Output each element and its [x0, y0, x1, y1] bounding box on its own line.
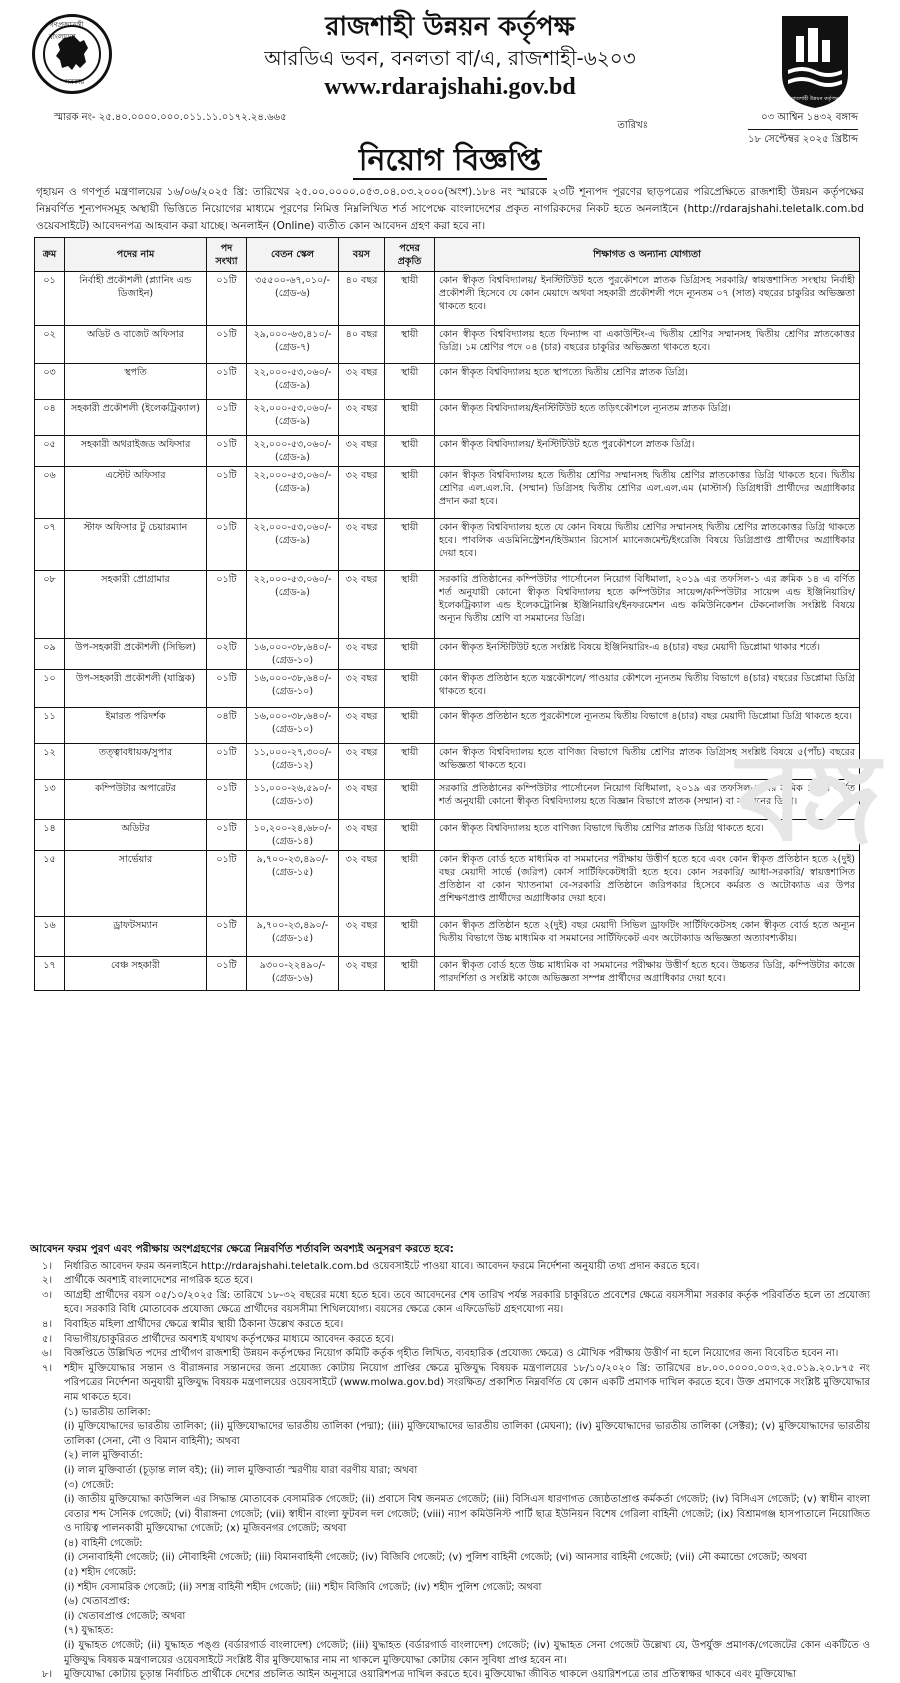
table-header-row	[35, 238, 860, 272]
serial-cell: ০৫	[35, 436, 65, 467]
instruction-item	[30, 1362, 870, 1406]
qualification-cell: কোন স্বীকৃত ইনস্টিটিউট হতে সংশ্লিষ্ট বিষয়ে ইঞ্জিনিয়ারিং-এ ৪(চার) বছর মেয়াদী ডিপ্লোমা থাকার শর্তে।	[435, 639, 860, 670]
pay-scale-cell: ৯৩০০-২২৪৯০/- (গ্রেড-১৬)	[247, 957, 339, 991]
qualification-cell: কোন স্বীকৃত বিশ্ববিদ্যালয়/ ইনস্টিটিউট হতে পুরকৌশলে স্নাতক ডিগ্রিসহ সরকারি/ স্বায়ত্তশাসিত সংস্থায় নির্বাহী প্রকৌশলী হিসেবে যে কোন মেয়াদে অথবা সহকারী প্রকৌশলী পদে ন্যূনতম ০৭ (সাত) বছরের চাকুরির অভিজ্ঞতা থাকতে হবে।	[435, 272, 860, 326]
table-row	[35, 957, 860, 991]
pay-scale-cell: ২২,০০০-৫৩,০৬০/- (গ্রেড-৯)	[247, 519, 339, 571]
date-english: ১৮ সেপ্টেম্বর ২০২৫ খ্রিষ্টাব্দ	[748, 134, 858, 145]
age-cell: ৩২ বছর	[339, 851, 385, 917]
proof-list-line: (i) জাতীয় মুক্তিযোদ্ধা কাউন্সিল এর সিদ্ধান্ত মোতাবেক বেসামরিক গেজেট; (ii) প্রবাসে বিশ্ব জনমত গেজেট; (iii) বিসিএস ধারণাগত জ্যেষ্ঠতাপ্রাপ্ত কর্মকর্তা গেজেট; (iv) বিসিএস গেজেট; (v) স্বাধীন বাংলা বেতার শব্দ সৈনিক গেজেট; (vi) বীরাঙ্গনা গেজেট; (vii) স্বাধীন বাংলা ফুটবল দল গেজেট; (viii) ন্যাপ কমিউনিস্ট পার্টি ছাত্র ইউনিয়ন বিশেষ গেরিলা বাহিনী গেজেট; (ix) বিশ্রামগঞ্জ হাসপাতালে নিয়োজিত ও দায়িত্ব পালনকারী মুক্তিযোদ্ধা গেজেট; (x) মুজিবনগর গেজেট; অথবা	[64, 1494, 870, 1535]
qualification-cell: সরকারি প্রতিষ্ঠানের কম্পিউটার পার্সোনেল নিয়োগ বিধিমালা, ২০১৯ এর তফসিল-১ এর ক্রমিক ১৮ এ বর্ণিত শর্ত অনুযায়ী কোনো স্বীকৃত বিশ্ববিদ্যালয় হতে বিজ্ঞান বিভাগে স্নাতক (সম্মান) বা সমমানের ডিগ্রি।	[435, 780, 860, 820]
nature-cell: স্থায়ী	[385, 364, 435, 400]
nature-cell: স্থায়ী	[385, 467, 435, 519]
post-name-cell: সার্ভেয়ার	[65, 851, 207, 917]
notice-title: নিয়োগ বিজ্ঞপ্তি	[0, 136, 900, 187]
post-count-cell: ০৪টি	[207, 708, 247, 744]
post-count-cell: ০১টি	[207, 917, 247, 957]
grade-label: (গ্রেড-১০)	[271, 655, 314, 666]
serial-cell: ০২	[35, 326, 65, 364]
serial-cell: ১৪	[35, 820, 65, 851]
nature-cell: স্থায়ী	[385, 519, 435, 571]
instruction-number: ১।	[41, 1260, 53, 1272]
instruction-text: নির্ধারিত আবেদন ফরম অনলাইনে http://rdarajshahi.teletalk.com.bd ওয়েবসাইটে পাওয়া যাবে। আবেদন ফরমে নির্দেশনা অনুযায়ী তথ্য প্রদান করতে হবে।	[64, 1260, 700, 1272]
qualification-cell: কোন স্বীকৃত বোর্ড হতে উচ্চ মাধ্যমিক বা সমমানের পরীক্ষায় উত্তীর্ণ হতে হবে। উচ্চতর ডিগ্রি, কম্পিউটার কাজে পারদর্শিতা ও সংশ্লিষ্ট কাজে অভিজ্ঞতা সম্পন্ন প্রার্থীদের অগ্রাধিকার দেয়া হবে।	[435, 957, 860, 991]
post-name-cell: সহকারী প্রকৌশলী (ইলেকট্রিক্যাল)	[65, 400, 207, 436]
post-count-cell: ০১টি	[207, 957, 247, 991]
post-name-cell: উপ-সহকারী প্রকৌশলী (সিভিল)	[65, 639, 207, 670]
nature-cell: স্থায়ী	[385, 400, 435, 436]
grade-label: (গ্রেড-৯)	[275, 483, 310, 494]
table-row	[35, 519, 860, 571]
post-count-cell: ০১টি	[207, 744, 247, 780]
nature-cell: স্থায়ী	[385, 326, 435, 364]
instruction-text: বিভাগীয়/চাকুরিরত প্রার্থীদের অবশ্যই যথাযথ কর্তৃপক্ষের মাধ্যমে আবেদন করতে হবে।	[64, 1333, 394, 1345]
table-row	[35, 639, 860, 670]
proof-list-line: (৭) যুদ্ধাহত:	[64, 1625, 114, 1637]
post-name-cell: ইমারত পরিদর্শক	[65, 708, 207, 744]
age-cell: ৩২ বছর	[339, 708, 385, 744]
age-cell: ৩২ বছর	[339, 364, 385, 400]
instruction-item	[30, 1347, 870, 1362]
nature-cell: স্থায়ী	[385, 272, 435, 326]
age-cell: ৩২ বছর	[339, 467, 385, 519]
logo-caption: রাজশাহী উন্নয়ন কর্তৃপক্ষ	[791, 96, 839, 102]
table-row	[35, 436, 860, 467]
instruction-item	[30, 1289, 870, 1318]
serial-cell: ১১	[35, 708, 65, 744]
letterhead	[10, 0, 890, 145]
instruction-number: ৬।	[41, 1348, 53, 1360]
nature-cell: স্থায়ী	[385, 639, 435, 670]
pay-scale-cell: ২২,০০০-৫৩,০৬০/- (গ্রেড-৯)	[247, 400, 339, 436]
intro-paragraph: গৃহায়ন ও গণপূর্ত মন্ত্রণালয়ের ১৬/০৬/২০২৫ খ্রি: তারিখের ২৫.০০.০০০০.০৫৩.০৪.০৩.২০০০(অংশ).১৮৪ নং স্মারকে ২৩টি শূন্যপদ পূরণের ছাড়পত্রের পরিপ্রেক্ষিতে রাজশাহী উন্নয়ন কর্তৃপক্ষের নিম্নবর্ণিত শূন্যপদসমূহ অস্থায়ী ভিত্তিতে নিয়োগের মাধ্যমে পূরণের নিমিত্ত নিম্নলিখিত শর্ত সাপেক্ষে বাংলাদেশের প্রকৃত নাগরিকদের নিকট হতে অনলাইনে (http://rdarajshahi.teletalk.com.bd ওয়েবসাইটে) আবেদনপত্র আহবান করা যাচ্ছে। অনলাইন (Online) ব্যতীত কোন আবেদন গ্রহণ করা হবে না।	[36, 186, 864, 232]
nature-cell: স্থায়ী	[385, 436, 435, 467]
instruction-text: মুক্তিযোদ্ধা কোটায় চূড়ান্ত নির্বাচিত প্রার্থীকে দেশের প্রচলিত আইন অনুসারে ওয়ারিশপত্র দাখিল করতে হবে। মুক্তিযোদ্ধা জীবিত থাকলে ওয়ারিশপত্রে তার প্রতিস্বাক্ষর থাকবে এবং মুক্তিযোদ্ধা	[64, 1669, 797, 1681]
age-cell: ৩২ বছর	[339, 400, 385, 436]
age-cell: ৩২ বছর	[339, 744, 385, 780]
column-header: পদের প্রকৃতি	[385, 238, 435, 272]
proof-list-line: (২) লাল মুক্তিবার্তা:	[64, 1450, 143, 1462]
proof-list-line: (৩) গেজেট:	[64, 1479, 114, 1491]
organization-address: আরডিএ ভবন, বনলতা বা/এ, রাজশাহী-৬২০৩	[264, 46, 636, 70]
instruction-item	[30, 1333, 870, 1348]
instruction-text: বিবাহিত মহিলা প্রার্থীদের ক্ষেত্রে স্বামীর স্থায়ী ঠিকানা উল্লেখ করতে হবে।	[64, 1318, 344, 1330]
post-name-cell: সহকারী অথরাইজড অফিসার	[65, 436, 207, 467]
table-row	[35, 708, 860, 744]
instructions-heading: আবেদন ফরম পুরণ এবং পরীক্ষায় অংশগ্রহণের ক্ষেত্রে নিম্নবর্ণিত শর্তাবলি অবশ্যই অনুসরণ করতে হবে:	[30, 1243, 454, 1255]
post-count-cell: ০১টি	[207, 436, 247, 467]
age-cell: ৩২ বছর	[339, 957, 385, 991]
post-count-cell: ০১টি	[207, 400, 247, 436]
date-bangla: ০৩ আশ্বিন ১৪৩২ বঙ্গাব্দ	[748, 110, 858, 130]
serial-cell: ১৬	[35, 917, 65, 957]
watermark-text: বঙ্গ	[737, 729, 876, 868]
age-cell: ৩২ বছর	[339, 917, 385, 957]
serial-cell: ০১	[35, 272, 65, 326]
post-name-cell: এস্টেট অফিসার	[65, 467, 207, 519]
grade-label: (গ্রেড-১০)	[271, 686, 314, 697]
nature-cell: স্থায়ী	[385, 670, 435, 708]
table-row	[35, 326, 860, 364]
grade-label: (গ্রেড-৯)	[275, 452, 310, 463]
proof-list-line: (i) মুক্তিযোদ্ধাদের ভারতীয় তালিকা; (ii) মুক্তিযোদ্ধাদের ভারতীয় তালিকা (পদ্মা); (iii) মুক্তিযোদ্ধাদের ভারতীয় তালিকা (মেঘনা); (iv) মুক্তিযোদ্ধাদের ভারতীয় তালিকা (সেক্টর); (v) মুক্তিযোদ্ধাদের ভারতীয় তালিকা (সেনা, নৌ ও বিমান বাহিনী); অথবা	[64, 1421, 870, 1447]
nature-cell: স্থায়ী	[385, 957, 435, 991]
pay-scale-cell: ১৬,০০০-৩৮,৬৪০/- (গ্রেড-১০)	[247, 708, 339, 744]
table-row	[35, 820, 860, 851]
post-name-cell: ড্রাফটসম্যান	[65, 917, 207, 957]
table-row	[35, 744, 860, 780]
age-cell: ৪০ বছর	[339, 272, 385, 326]
grade-label: (গ্রেড-৯)	[275, 587, 310, 598]
table-row	[35, 851, 860, 917]
pay-scale-cell: ২২,০০০-৫৩,০৬০/- (গ্রেড-৯)	[247, 436, 339, 467]
table-row	[35, 272, 860, 326]
post-count-cell: ০১টি	[207, 326, 247, 364]
age-cell: ৩২ বছর	[339, 820, 385, 851]
serial-cell: ১০	[35, 670, 65, 708]
serial-cell: ১৫	[35, 851, 65, 917]
table-row	[35, 467, 860, 519]
qualification-cell: কোন স্বীকৃত বিশ্ববিদ্যালয়/ ইনস্টিটিউট হতে পুরকৌশলে স্নাতক ডিগ্রি।	[435, 436, 860, 467]
pay-scale-cell: ১১,০০০-২৭,৩০০/- (গ্রেড-১২)	[247, 744, 339, 780]
qualification-cell: কোন স্বীকৃত বিশ্ববিদ্যালয় হতে বাণিজ্য বিভাগে দ্বিতীয় শ্রেণির স্নাতক ডিগ্রি থাকতে হবে।	[435, 820, 860, 851]
grade-label: (গ্রেড-১৫)	[271, 933, 314, 944]
pay-scale-cell: ১১,০০০-২৬,৫৯০/- (গ্রেড-১৩)	[247, 780, 339, 820]
pay-scale-cell: ১৬,০০০-৩৮,৬৪০/- (গ্রেড-১০)	[247, 639, 339, 670]
serial-cell: ১২	[35, 744, 65, 780]
age-cell: ৪০ বছর	[339, 326, 385, 364]
grade-label: (গ্রেড-১২)	[271, 760, 314, 771]
pay-scale-cell: ২৯,০০০-৬৩,৪১০/- (গ্রেড-৭)	[247, 326, 339, 364]
column-header: ক্রম	[35, 238, 65, 272]
proof-list-line: (i) লাল মুক্তিবার্তা (চূড়ান্ত লাল বই); (ii) লাল মুক্তিবার্তা স্মরণীয় যারা বরণীয় যারা; অথবা	[64, 1464, 418, 1476]
grade-label: (গ্রেড-৯)	[275, 535, 310, 546]
vacancy-table	[34, 237, 860, 991]
nature-cell: স্থায়ী	[385, 917, 435, 957]
post-count-cell: ০১টি	[207, 670, 247, 708]
instruction-text: প্রার্থীকে অবশ্যই বাংলাদেশের নাগরিক হতে হবে।	[64, 1275, 253, 1287]
application-instructions	[30, 1242, 870, 1683]
instruction-number: ৩।	[41, 1289, 53, 1301]
instruction-text: শহীদ মুক্তিযোদ্ধার সন্তান ও বীরাঙ্গনার সন্তানদের জন্য প্রযোজ্য কোটায় নিয়োগ প্রাপ্তির ক্ষেত্রে মুক্তিযুদ্ধ বিষয়ক মন্ত্রণালয়ের ১৮/১০/২০২০ খ্রি: তারিখের ৪৮.০০.০০০০.০০৩.২৫.০১৯.২০.৮৭৫ নং পরিপত্রের নির্দেশনা অনুযায়ী মুক্তিযুদ্ধ বিষয়ক মন্ত্রণালয়ের ওয়েবসাইটে (www.molwa.gov.bd) সংরক্ষিত/ প্রকাশিত নিম্নবর্ণিত যে কোন একটি প্রমাণক দাখিল করতে হবে। উক্ত প্রমাণকে সংশ্লিষ্ট মুক্তিযোদ্ধার নাম থাকতে হবে।	[64, 1362, 870, 1403]
grade-label: (গ্রেড-১৩)	[271, 796, 314, 807]
proof-list-line: (i) শহীদ বেসামরিক গেজেট; (ii) সশস্ত্র বাহিনী শহীদ গেজেট; (iii) শহীদ বিজিবি গেজেট; (iv) শহীদ পুলিশ গেজেট; অথবা	[64, 1581, 542, 1593]
memo-number: স্মারক নং- ২৫.৪০.০০০০.০০০.০১১.১১.০১৭২.২৪.৬৬৫	[54, 112, 287, 123]
proof-list-line: (i) সেনাবাহিনী গেজেট; (ii) নৌবাহিনী গেজেট; (iii) বিমানবাহিনী গেজেট; (iv) বিজিবি গেজেট; (v) পুলিশ বাহিনী গেজেট; (vi) আনসার বাহিনী গেজেট; (vii) নৌ কমান্ডো গেজেট; অথবা	[64, 1552, 807, 1564]
column-header: বেতন স্কেল	[247, 238, 339, 272]
proof-list-line: (৫) শহীদ গেজেট:	[64, 1567, 137, 1579]
organization-name: রাজশাহী উন্নয়ন কর্তৃপক্ষ	[325, 12, 575, 42]
rda-logo	[778, 14, 852, 110]
nature-cell: স্থায়ী	[385, 851, 435, 917]
post-count-cell: ০১টি	[207, 780, 247, 820]
table-row	[35, 780, 860, 820]
serial-cell: ০৭	[35, 519, 65, 571]
post-name-cell: তত্ত্বাবধায়ক/সুপার	[65, 744, 207, 780]
qualification-cell: কোন স্বীকৃত বিশ্ববিদ্যালয় হতে দ্বিতীয় শ্রেণির সম্মানসহ দ্বিতীয় শ্রেণির স্নাতকোত্তর ডিগ্রি থাকতে হবে। দ্বিতীয় শ্রেণির এল.এল.বি. (সম্মান) ডিগ্রিসহ দ্বিতীয় শ্রেণির এল.এল.এম (মাস্টার্স) ডিগ্রিধারী প্রার্থীদের অগ্রাধিকার প্রদান করা হবে।	[435, 467, 860, 519]
pay-scale-cell: ১০,২০০-২৪,৬৮০/- (গ্রেড-১৪)	[247, 820, 339, 851]
post-count-cell: ০১টি	[207, 820, 247, 851]
grade-label: (গ্রেড-১৫)	[271, 867, 314, 878]
qualification-cell: কোন স্বীকৃত প্রতিষ্ঠান হতে ২(দুই) বছর মেয়াদী সিভিল ড্রাফটিং সার্টিফিকেটসহ কোন স্বীকৃত বোর্ড হতে অন্যূন দ্বিতীয় বিভাগে উচ্চ মাধ্যমিক বা সমমানের সার্টিফিকেট এবং অটোক্যাড অভিজ্ঞতা অত্যাবশ্যকীয়।	[435, 917, 860, 957]
grade-label: (গ্রেড-৬)	[275, 288, 310, 299]
qualification-cell: কোন স্বীকৃত প্রতিষ্ঠান হতে যন্ত্রকৌশলে/ পাওয়ার কৌশলে ন্যূনতম দ্বিতীয় বিভাগে ৪(চার) বছরের ডিপ্লোমা ডিগ্রি থাকতে হবে।	[435, 670, 860, 708]
grade-label: (গ্রেড-৭)	[275, 342, 310, 353]
column-header: পদ সংখ্যা	[207, 238, 247, 272]
table-row	[35, 400, 860, 436]
serial-cell: ১৩	[35, 780, 65, 820]
column-header: বয়স	[339, 238, 385, 272]
age-cell: ৩২ বছর	[339, 670, 385, 708]
pay-scale-cell: ১৬,০০০-৩৮,৬৪০/- (গ্রেড-১০)	[247, 670, 339, 708]
pay-scale-cell: ৩৫৫০০-৬৭,০১০/- (গ্রেড-৬)	[247, 272, 339, 326]
instruction-item	[30, 1260, 870, 1275]
grade-label: (গ্রেড-১৬)	[271, 973, 314, 984]
serial-cell: ১৭	[35, 957, 65, 991]
table-body	[35, 272, 860, 991]
age-cell: ৩২ বছর	[339, 519, 385, 571]
instruction-item	[30, 1318, 870, 1333]
table-row	[35, 670, 860, 708]
instruction-text: বিজ্ঞপ্তিতে উল্লিখিত পদের প্রার্থীগণ রাজশাহী উন্নয়ন কর্তৃপক্ষের নিয়োগ কমিটি কর্তৃক গৃহীত লিখিত, ব্যবহারিক (প্রযোজ্য ক্ষেত্রে) ও মৌখিক পরীক্ষায় উত্তীর্ণ না হলে নিয়োগের জন্য বিবেচিত হবেন না।	[64, 1348, 839, 1360]
instruction-number: ৮।	[41, 1669, 53, 1681]
instruction-number: ৫।	[41, 1333, 53, 1345]
age-cell: ৩২ বছর	[339, 436, 385, 467]
post-count-cell: ০১টি	[207, 571, 247, 639]
pay-scale-cell: ২২,০০০-৫৩,০৬০/- (গ্রেড-৯)	[247, 467, 339, 519]
instruction-number: ২।	[41, 1275, 53, 1287]
nature-cell: স্থায়ী	[385, 708, 435, 744]
post-name-cell: নির্বাহী প্রকৌশলী (প্ল্যানিং এন্ড ডিজাইন)	[65, 272, 207, 326]
proof-list-line: (১) ভারতীয় তালিকা:	[64, 1406, 151, 1418]
instruction-number: ৪।	[41, 1318, 53, 1330]
table-row	[35, 364, 860, 400]
serial-cell: ০৯	[35, 639, 65, 670]
organization-website[interactable]: www.rdarajshahi.gov.bd	[324, 74, 576, 100]
serial-cell: ০৬	[35, 467, 65, 519]
post-name-cell: বেঞ্চ সহকারী	[65, 957, 207, 991]
post-name-cell: অডিটর	[65, 820, 207, 851]
post-count-cell: ০১টি	[207, 519, 247, 571]
pay-scale-cell: ৯,৭০০-২৩,৪৯০/- (গ্রেড-১৫)	[247, 851, 339, 917]
qualification-cell: কোন স্বীকৃত বিশ্ববিদ্যালয়/ইনস্টিটিউট হতে তড়িৎকৌশলে ন্যূনতম স্নাতক ডিগ্রি।	[435, 400, 860, 436]
pay-scale-cell: ৯,৭০০-২৩,৪৯০/- (গ্রেড-১৫)	[247, 917, 339, 957]
post-count-cell: ০১টি	[207, 851, 247, 917]
instruction-item	[30, 1274, 870, 1289]
qualification-cell: কোন স্বীকৃত বিশ্ববিদ্যালয় হতে ফিন্যান্স বা একাউন্টিং-এ দ্বিতীয় শ্রেণির সম্মানসহ দ্বিতীয় শ্রেণির স্নাতকোত্তর ডিগ্রি। ১ম শ্রেণির পদে ০৪ (চার) বছরের চাকুরির অভিজ্ঞতা থাকতে হবে।	[435, 326, 860, 364]
age-cell: ৩২ বছর	[339, 571, 385, 639]
table-row	[35, 917, 860, 957]
nature-cell: স্থায়ী	[385, 744, 435, 780]
instruction-item	[30, 1668, 870, 1683]
grade-label: (গ্রেড-৯)	[275, 416, 310, 427]
proof-list-line: (i) খেতাবপ্রাপ্ত গেজেট; অথবা	[64, 1610, 186, 1622]
pay-scale-cell: ২২,০০০-৫৩,০৬০/- (গ্রেড-৯)	[247, 571, 339, 639]
post-name-cell: উপ-সহকারী প্রকৌশলী (যান্ত্রিক)	[65, 670, 207, 708]
qualification-cell: কোন স্বীকৃত বিশ্ববিদ্যালয় হতে বাণিজ্য বিভাগে দ্বিতীয় শ্রেণির স্নাতক ডিগ্রিসহ সংশ্লিষ্ট বিষয়ে ৫(পাঁচ) বছরের অভিজ্ঞতা থাকতে হবে।	[435, 744, 860, 780]
instruction-number: ৭।	[41, 1362, 53, 1374]
post-count-cell: ০১টি	[207, 272, 247, 326]
instruction-text: আগ্রহী প্রার্থীদের বয়স ০৫/১০/২০২৫ খ্রি: তারিখে ১৮-৩২ বছরের মধ্যে হতে হবে। তবে আবেদনের শেষ তারিখ পর্যন্ত সরকারি চাকুরিতে প্রবেশের ক্ষেত্রে বয়সসীমা সরকার কর্তৃক পরিবর্তিত হলে তা প্রযোজ্য হবে। সরকারি বিধি মোতাবেক প্রযোজ্য ক্ষেত্রে প্রার্থীদের বয়সসীমা শিথিলযোগ্য। বয়সের ক্ষেত্রে কোন এফিডেভিট গ্রহণযোগ্য নয়।	[64, 1289, 870, 1316]
date-label: তারিখঃ	[617, 120, 648, 131]
post-name-cell: সহকারী প্রোগ্রামার	[65, 571, 207, 639]
proof-list-line: (৬) খেতাবপ্রাপ্ত:	[64, 1596, 131, 1608]
nature-cell: স্থায়ী	[385, 820, 435, 851]
pay-scale-cell: ২২,০০০-৫৩,০৬০/- (গ্রেড-৯)	[247, 364, 339, 400]
post-count-cell: ০১টি	[207, 364, 247, 400]
age-cell: ৩২ বছর	[339, 780, 385, 820]
post-name-cell: কম্পিউটার অপারেটর	[65, 780, 207, 820]
serial-cell: ০৩	[35, 364, 65, 400]
age-cell: ৩২ বছর	[339, 639, 385, 670]
qualification-cell: কোন স্বীকৃত বিশ্ববিদ্যালয় হতে স্থাপত্যে দ্বিতীয় শ্রেণির স্নাতক ডিগ্রি।	[435, 364, 860, 400]
qualification-cell: কোন স্বীকৃত প্রতিষ্ঠান হতে পুরকৌশলে ন্যূনতম দ্বিতীয় বিভাগে ৪(চার) বছর মেয়াদী ডিপ্লোমা ডিগ্রি থাকতে হবে।	[435, 708, 860, 744]
post-name-cell: স্থপতি	[65, 364, 207, 400]
qualification-cell: কোন স্বীকৃত বোর্ড হতে মাধ্যমিক বা সমমানের পরীক্ষায় উত্তীর্ণ হতে হবে এবং কোন স্বীকৃত প্রতিষ্ঠান হতে ২(দুই) বছর মেয়াদী সার্ভে (জরিপ) কোর্স সার্টিফিকেটধারী হতে হবে। কোন সরকারি/ আধা-সরকারি/ স্বায়ত্তশাসিত প্রতিষ্ঠান বা কোন খ্যাতনামা বে-সরকারি প্রতিষ্ঠানে জরিপকার হিসেবে কর্মরত ও অটোক্যাড এর উপর প্রশিক্ষণপ্রাপ্ত প্রার্থীদের অগ্রাধিকার দেয়া হবে।	[435, 851, 860, 917]
post-name-cell: স্টাফ অফিসার টু চেয়ারম্যান	[65, 519, 207, 571]
table-row	[35, 571, 860, 639]
proof-list-line: (৪) বাহিনী গেজেট:	[64, 1537, 143, 1549]
qualification-cell: সরকারি প্রতিষ্ঠানের কম্পিউটার পার্সোনেল নিয়োগ বিধিমালা, ২০১৯ এর তফসিল-১ এর ক্রমিক ১৪ এ বর্ণিত শর্ত অনুযায়ী কোনো স্বীকৃত বিশ্ববিদ্যালয় হতে কম্পিউটার সায়েন্স/কম্পিউটার সায়েন্স এন্ড ইঞ্জিনিয়ারিং/ইলেকট্রিক্যাল এন্ড ইলেকট্রোনিক্স ইঞ্জিনিয়ারিং/ইনফরমেশন এন্ড কমিউনিকেশন টেকনোলজি সংশ্লিষ্ট বিষয়ে অন্যূন দ্বিতীয় শ্রেণি বা সমমানের ডিগ্রি।	[435, 571, 860, 639]
grade-label: (গ্রেড-১০)	[271, 724, 314, 735]
column-header: শিক্ষাগত ও অন্যান্য যোগ্যতা	[435, 238, 860, 272]
serial-cell: ০৮	[35, 571, 65, 639]
post-count-cell: ০২টি	[207, 639, 247, 670]
seal-ring-bottom-text: সরকার	[65, 78, 85, 86]
column-header: পদের নাম	[65, 238, 207, 272]
seal-ring-top-text: গণপ্রজাতন্ত্রী বাংলাদেশ	[49, 21, 84, 41]
post-name-cell: অডিট ও বাজেট অফিসার	[65, 326, 207, 364]
qualification-cell: কোন স্বীকৃত বিশ্ববিদ্যালয় হতে যে কোন বিষয়ে দ্বিতীয় শ্রেণির সম্মানসহ দ্বিতীয় শ্রেণির স্নাতকোত্তর ডিগ্রি থাকতে হবে। পাবলিক এডমিনিস্ট্রেশন/হিউম্যান রিসোর্স ম্যানেজমেন্ট/ইংরেজি বিষয়ে ডিগ্রিপ্রাপ্ত প্রার্থীদের অগ্রাধিকার দেয়া হবে।	[435, 519, 860, 571]
nature-cell: স্থায়ী	[385, 571, 435, 639]
grade-label: (গ্রেড-১৪)	[271, 836, 314, 847]
proof-list-line: (i) যুদ্ধাহত গেজেট; (ii) যুদ্ধাহত পঙ্গু (বর্ডারগার্ড বাংলাদেশ) গেজেট; (iii) যুদ্ধাহত (বর্ডারগার্ড বাংলাদেশ) গেজেট; (iv) যুদ্ধাহত সেনা গেজেট উল্লেখ্য যে, উপর্যুক্ত প্রমাণক/গেজেটের কোন একটিতে ও মুক্তিযুদ্ধ বিষয়ক মন্ত্রণালয়ের ওয়েবসাইটে সংশ্লিষ্ট বীর মুক্তিযোদ্ধার নাম না থাকলে মুক্তিযোদ্ধা কোটায় কোন সুবিধা প্রাপ্ত হবেন না।	[64, 1640, 870, 1666]
grade-label: (গ্রেড-৯)	[275, 380, 310, 391]
nature-cell: স্থায়ী	[385, 780, 435, 820]
serial-cell: ০৪	[35, 400, 65, 436]
post-count-cell: ০১টি	[207, 467, 247, 519]
